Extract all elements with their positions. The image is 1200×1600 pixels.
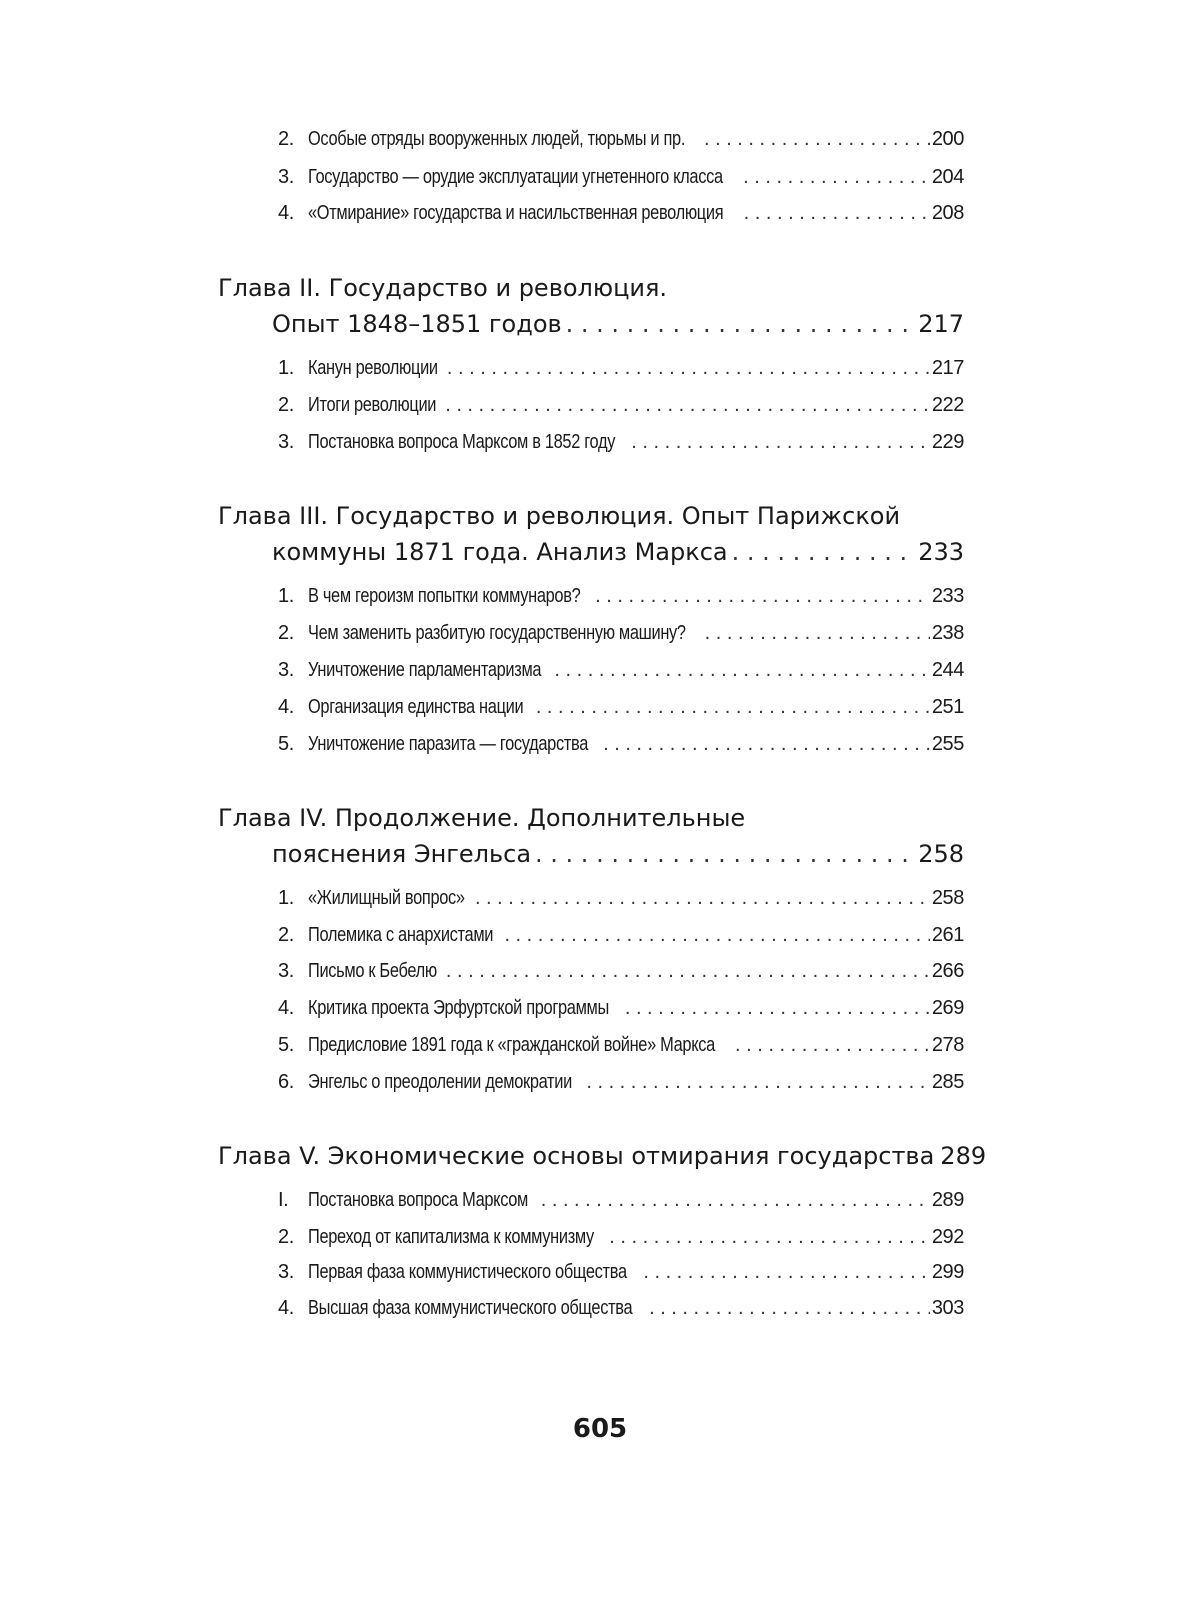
toc-entry (278, 1261, 964, 1284)
chapter-page: 289 (940, 1142, 987, 1170)
toc-entry (278, 622, 964, 645)
entry-page: 217 (931, 357, 964, 379)
dot-leader (643, 1261, 929, 1284)
entry-page: 261 (931, 924, 964, 946)
entry-number: 1. (278, 585, 294, 607)
entry-page: 204 (931, 166, 964, 188)
chapter-title: коммуны 1871 года. Анализ Маркса (272, 538, 728, 566)
entry-title: Чем заменить разбитую государственную машину? (308, 622, 686, 644)
entry-number: 5. (278, 733, 294, 755)
dot-leader (475, 887, 930, 910)
entry-page: 222 (931, 394, 964, 416)
entry-number: 4. (278, 997, 294, 1019)
toc-entry (278, 357, 964, 380)
entry-page: 258 (931, 887, 964, 909)
entry-title: «Жилищный вопрос» (308, 887, 465, 909)
entry-number: 2. (278, 128, 294, 150)
entry-title: Постановка вопроса Марксом в 1852 году (308, 431, 616, 453)
entry-number: 1. (278, 887, 294, 909)
entry-title: Уничтожение паразита — государства (308, 733, 589, 755)
toc-entry (278, 166, 964, 189)
entry-number: 3. (278, 960, 294, 982)
entry-title: «Отмирание» государства и насильственная революция (308, 202, 724, 224)
page-number: 605 (572, 1414, 628, 1444)
chapter-title: пояснения Энгельса (272, 840, 532, 868)
toc-entry (278, 733, 964, 756)
entry-page: 251 (931, 696, 964, 718)
entry-title: Канун революции (308, 357, 438, 379)
toc-entry (278, 1226, 964, 1249)
chapter-heading-line: Глава II. Государство и революция. (218, 274, 668, 302)
dot-leader (705, 622, 930, 645)
toc-entry (278, 924, 964, 947)
toc-entry (278, 431, 964, 454)
entry-page: 229 (931, 431, 964, 453)
chapter-heading-line: Глава IV. Продолжение. Дополнительные (218, 804, 746, 832)
toc-entry (278, 960, 964, 983)
entry-number: 4. (278, 696, 294, 718)
entry-title: Особые отряды вооруженных людей, тюрьмы и пр. (308, 128, 686, 150)
dot-leader (603, 733, 930, 756)
dot-leader (732, 538, 917, 566)
chapter-heading (272, 538, 964, 566)
entry-page: 244 (931, 659, 964, 681)
entry-title: Предисловие 1891 года к «гражданской войне» Маркса (308, 1034, 715, 1056)
entry-page: 303 (931, 1297, 964, 1319)
entry-page: 266 (931, 960, 964, 982)
entry-number: 2. (278, 622, 294, 644)
entry-page: 200 (931, 128, 964, 150)
entry-title: Полемика с анархистами (308, 924, 494, 946)
dot-leader (535, 840, 916, 868)
dot-leader (504, 924, 929, 947)
toc-entry (278, 394, 964, 417)
entry-title: Уничтожение парламентаризма (308, 659, 542, 681)
toc-entry (278, 887, 964, 910)
entry-page: 233 (931, 585, 964, 607)
chapter-title: Опыт 1848–1851 годов (272, 310, 562, 338)
entry-title: Энгельс о преодолении демократии (308, 1071, 572, 1093)
entry-title: Переход от капитализма к коммунизму (308, 1226, 594, 1248)
chapter-heading-line: Глава III. Государство и революция. Опыт Парижской (218, 502, 901, 530)
entry-title: Итоги революции (308, 394, 437, 416)
chapter-page: 217 (918, 310, 964, 338)
chapter-heading (218, 1142, 987, 1170)
entry-number: 3. (278, 1261, 294, 1283)
entry-number: 3. (278, 166, 294, 188)
dot-leader (446, 960, 930, 983)
entry-number: 3. (278, 431, 294, 453)
dot-leader (631, 431, 930, 454)
toc-entry (278, 1071, 964, 1094)
entry-number: 2. (278, 1226, 294, 1248)
entry-page: 255 (931, 733, 964, 755)
entry-page: 285 (931, 1071, 964, 1093)
toc-entry (278, 659, 964, 682)
dot-leader (595, 585, 930, 608)
dot-leader (743, 166, 930, 189)
chapter-page: 258 (918, 840, 964, 868)
entry-number: 4. (278, 1297, 294, 1319)
dot-leader (566, 310, 917, 338)
entry-title: Организация единства нации (308, 696, 524, 718)
entry-page: 278 (931, 1034, 964, 1056)
chapter-page: 233 (918, 538, 964, 566)
toc-entry (278, 696, 964, 719)
entry-title: Высшая фаза коммунистического общества (308, 1297, 633, 1319)
entry-number: 2. (278, 394, 294, 416)
entry-number: 2. (278, 924, 294, 946)
dot-leader (704, 128, 930, 151)
dot-leader (649, 1297, 930, 1320)
entry-page: 269 (931, 997, 964, 1019)
toc-entry (278, 128, 964, 151)
chapter-heading (272, 310, 964, 338)
entry-page: 208 (931, 202, 964, 224)
entry-title: Письмо к Бебелю (308, 960, 437, 982)
dot-leader (735, 1034, 930, 1057)
entry-number: 4. (278, 202, 294, 224)
dot-leader (536, 696, 930, 719)
toc-entry (278, 1189, 964, 1212)
dot-leader (445, 394, 930, 417)
entry-title: Первая фаза коммунистического общества (308, 1261, 627, 1283)
dot-leader (586, 1071, 929, 1094)
entry-page: 238 (931, 622, 964, 644)
entry-page: 299 (931, 1261, 964, 1283)
entry-number: I. (278, 1189, 289, 1211)
entry-number: 5. (278, 1034, 294, 1056)
dot-leader (609, 1226, 930, 1249)
entry-page: 289 (931, 1189, 964, 1211)
toc-entry (278, 1297, 964, 1320)
entry-title: Постановка вопроса Марксом (308, 1189, 529, 1211)
dot-leader (541, 1189, 930, 1212)
dot-leader (447, 357, 930, 380)
dot-leader (625, 997, 930, 1020)
chapter-title: Глава V. Экономические основы отмирания государства (218, 1142, 935, 1170)
dot-leader (554, 659, 929, 682)
entry-page: 292 (931, 1226, 964, 1248)
entry-title: Критика проекта Эрфуртской программы (308, 997, 609, 1019)
entry-number: 3. (278, 659, 294, 681)
toc-entry (278, 997, 964, 1020)
entry-title: Государство — орудие эксплуатации угнетенного класса (308, 166, 723, 188)
toc-entry (278, 202, 964, 225)
chapter-heading (272, 840, 964, 868)
entry-number: 6. (278, 1071, 294, 1093)
toc-entry (278, 1034, 964, 1057)
dot-leader (744, 202, 930, 225)
entry-number: 1. (278, 357, 294, 379)
toc-entry (278, 585, 964, 608)
entry-title: В чем героизм попытки коммунаров? (308, 585, 581, 607)
